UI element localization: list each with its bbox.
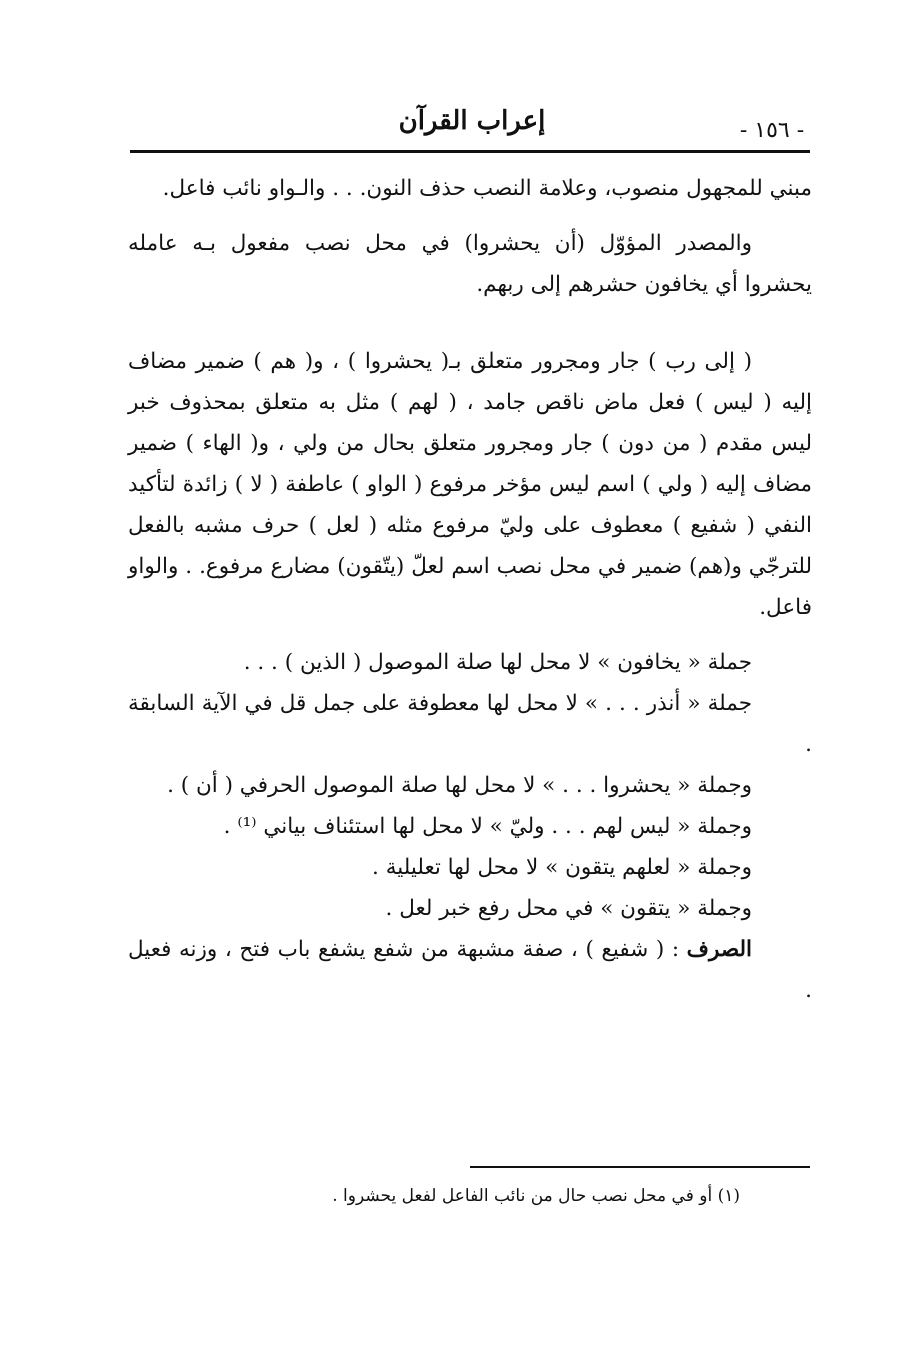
paragraph-irab: ( إلى رب ) جار ومجرور متعلق بـ( يحشروا ) ، و( هم ) ضمير مضاف إليه ( ليس ) فعل ماض ناقص جامد ، ( لهم ) مثل به متعلق بمحذوف خبر ليس مقدم ( من دون ) جار ومجرور متعلق بحال من ولي ، و( الهاء ) ضمير مضاف إليه ( ولي ) اسم ليس مؤخر مرفوع ( الواو ) عاطفة ( لا ) زائدة لتأكيد النفي ( شفيع ) معطوف على وليّ مرفوع مثله ( لعل ) حرف مشبه بالفعل للترجّي و(هم) ضمير في محل نصب اسم لعلّ (يتّقون) مضارع مرفوع. . والواو فاعل. — [128, 349, 812, 620]
sentence-laysa-lahum: وجملة « ليس لهم . . . وليّ » لا محل لها استئناف بياني ⁽¹⁾ . — [223, 814, 752, 839]
sarf-text: : ( شفيع ) ، صفة مشبهة من شفع يشفع باب فتح ، وزنه فعيل . — [128, 937, 812, 1003]
page-number: - ١٥٦ - — [739, 118, 805, 143]
sarf-label: الصرف — [686, 937, 752, 962]
sentence-andhir: جملة « أنذر . . . » لا محل لها معطوفة على جمل قل في الآية السابقة . — [128, 691, 812, 757]
sentence-yattaqun: وجملة « يتقون » في محل رفع خبر لعل . — [385, 896, 752, 921]
running-title: إعراب القرآن — [398, 106, 546, 136]
footnote-divider — [470, 1166, 810, 1168]
main-text — [128, 168, 812, 1011]
footnote: (١) أو في محل نصب حال من نائب الفاعل لفعل يحشروا . — [332, 1186, 740, 1206]
sentence-yakhafun: جملة « يخافون » لا محل لها صلة الموصول ( الذين ) . . . — [243, 650, 752, 675]
sentence-yuhsharu: وجملة « يحشروا . . . » لا محل لها صلة الموصول الحرفي ( أن ) . — [167, 773, 752, 798]
paragraph-continuation: مبني للمجهول منصوب، وعلامة النصب حذف النون. . . والـواو نائب فاعل. — [162, 176, 812, 201]
paragraph-masdar: والمصدر المؤوّل (أن يحشروا) في محل نصب مفعول بـه عامله يحشروا أي يخافون حشرهم إلى ربهم. — [128, 231, 812, 297]
paragraph-sarf — [128, 929, 812, 1011]
sentence-laallahum: وجملة « لعلهم يتقون » لا محل لها تعليلية . — [372, 855, 752, 880]
header-divider — [130, 150, 810, 153]
